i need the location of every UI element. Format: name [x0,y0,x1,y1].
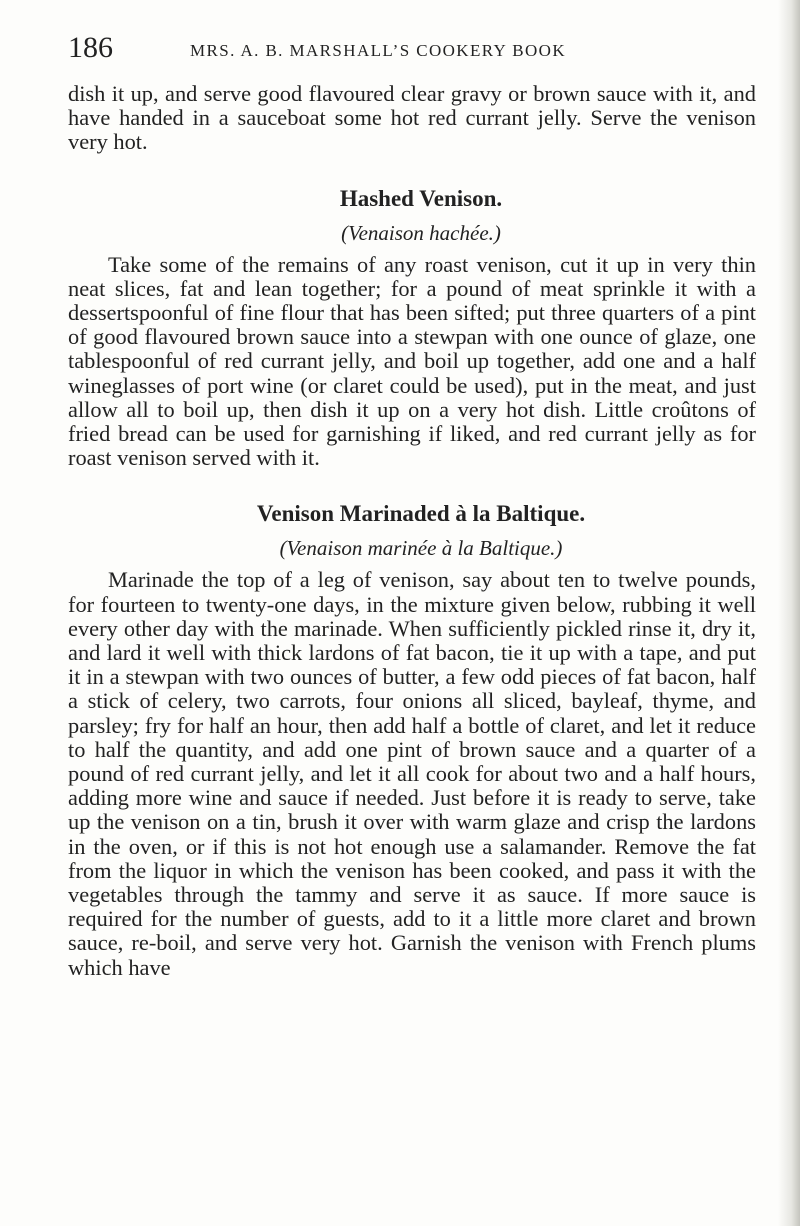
recipe-heading-hashed-venison: Hashed Venison. [339,185,503,211]
running-title: MRS. A. B. MARSHALL’S COOKERY BOOK [190,41,567,60]
continued-paragraph: dish it up, and serve good flavoured clear gravy or brown sauce with it, and have handed in a sauceboat some hot red currant jelly. Serve the venison very hot. [68,81,756,155]
recipe-paragraph-venison-baltique: Marinade the top of a leg of venison, say about ten to twelve pounds, for fourteen to twenty-one days, in the mixture given below, rubbing it well every other day with the marinade. When sufficiently pickled rinse it, dry it, and lard it well with thick lardons of fat bacon, tie it up with a tape, and put it in a stewpan with two ounces of butter, a few odd pieces of fat bacon, half a stick of celery, two carrots, four onions all sliced, bayleaf, thyme, and parsley; fry for half an hour, then add half a bottle of claret, and let it reduce to half the quantity, and add one pint of brown sauce and a quarter of a pound of red currant jelly, and let it all cook for about two and a half hours, adding more wine and sauce if needed. Just before it is ready to serve, take up the venison on a tin, brush it over with warm glaze and crisp the lardons in the oven, or if this is not hot enough use a salamander. Remove the fat from the liquor in which the venison has been cooked, and pass it with the vegetables through the tammy and serve it as sauce. If more sauce is required for the number of guests, add to it a little more claret and brown sauce, re-boil, and serve very hot. Garnish the venison with French plums which have [68,567,756,980]
recipe-heading-venison-baltique: Venison Marinaded à la Baltique. [256,501,586,527]
recipe-subtitle-venison-baltique: (Venaison marinée à la Baltique.) [279,536,563,561]
page-number: 186 [68,31,113,64]
page-edge-shadow [778,0,800,1226]
body-text [68,82,756,980]
running-head [68,30,768,70]
recipe-subtitle-hashed-venison: (Venaison hachée.) [341,220,501,245]
recipe-paragraph-hashed-venison: Take some of the remains of any roast venison, cut it up in very thin neat slices, fat and lean together; for a pound of meat sprinkle it with a dessertspoonful of fine flour that has been sifted; put three quarters of a pint of good flavoured brown sauce into a stewpan with one ounce of glaze, one tablespoonful of red currant jelly, and boil up together, add one and a half wineglasses of port wine (or claret could be used), put in the meat, and just allow all to boil up, then dish it up on a very hot dish. Little croûtons of fried bread can be used for garnishing if liked, and red currant jelly as for roast venison served with it. [68,251,756,471]
